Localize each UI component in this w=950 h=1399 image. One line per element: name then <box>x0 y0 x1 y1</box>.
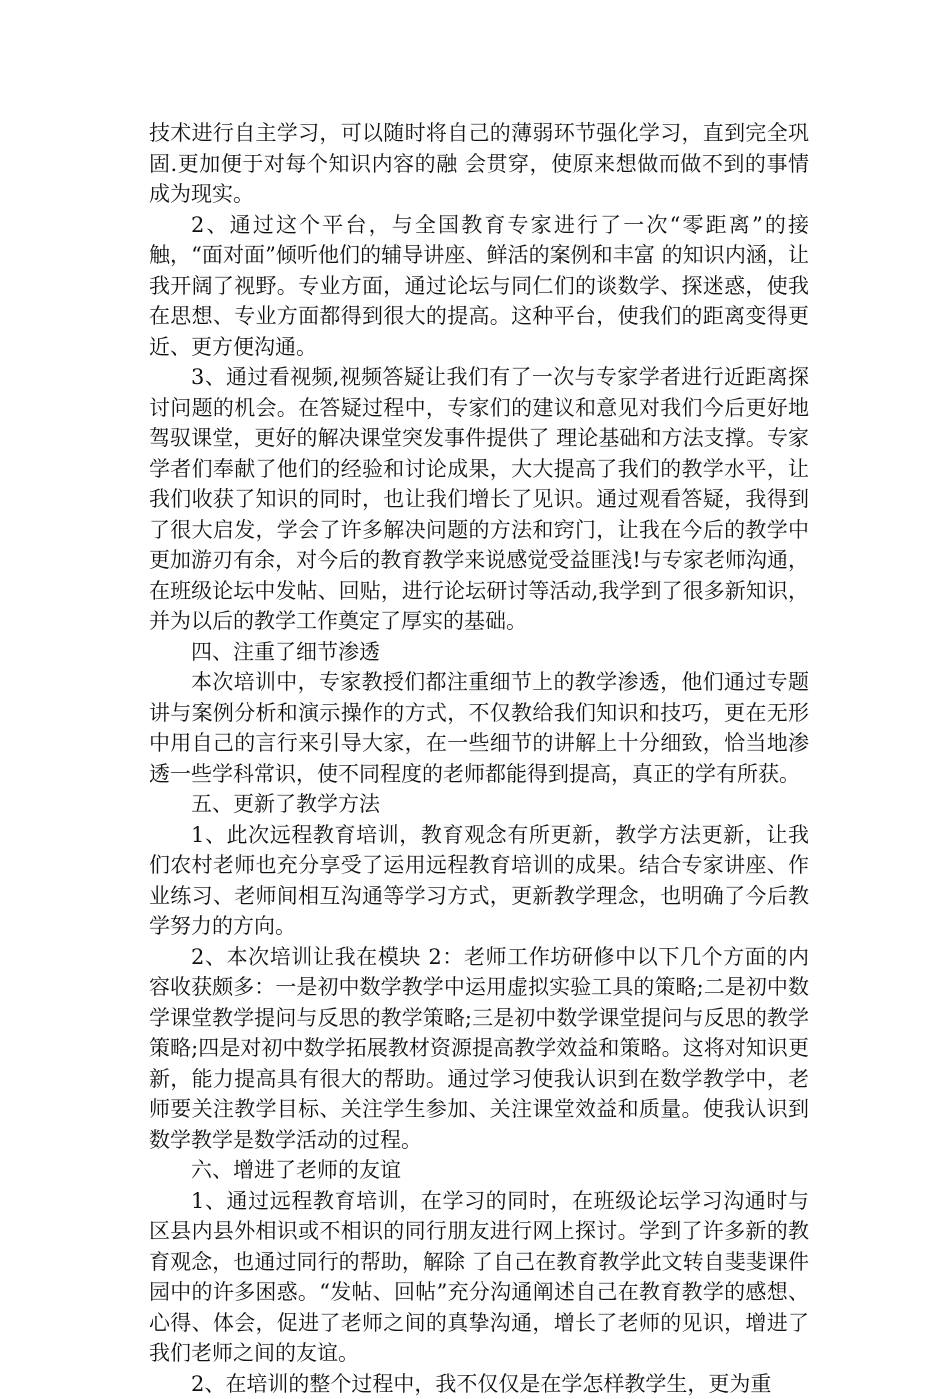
paragraph-methods-1: 1、此次远程教育培训，教育观念有所更新，教学方法更新，让我们农村老师也充分享受了运用远程教育培训的成果。结合专家讲座、作业练习、老师间相互沟通等学习方式，更新教学理念，也明确了今后教学努力的方向。 <box>149 820 809 942</box>
paragraph-video-qa: 3、通过看视频,视频答疑让我们有了一次与专家学者进行近距离探讨问题的机会。在答疑过程中，专家们的建议和意见对我们今后更好地驾驭课堂，更好的解决课堂突发事件提供了 理论基础和方法支撑。专家学者们奉献了他们的经验和讨论成果，大大提高了我们的教学水平，让我们收获了知识的同时，也让我们增长了见识。通过观看答疑，我得到了很大启发，学会了许多解决问题的方法和窍门，让我在今后的教学中更加游刃有余，对今后的教育教学来说感觉受益匪浅!与专家老师沟通，在班级论坛中发帖、回贴，进行论坛研讨等活动,我学到了很多新知识，并为以后的教学工作奠定了厚实的基础。 <box>149 362 809 637</box>
paragraph-continuation: 技术进行自主学习，可以随时将自己的薄弱环节强化学习，直到完全巩固.更加便于对每个知识内容的融 会贯穿，使原来想做而做不到的事情成为现实。 <box>149 118 809 210</box>
paragraph-friendship-1: 1、通过远程教育培训，在学习的同时，在班级论坛学习沟通时与区县内县外相识或不相识的同行朋友进行网上探讨。学到了许多新的教育观念，也通过同行的帮助，解除 了自己在教育教学此文转自斐斐课件园中的许多困惑。“发帖、回帖”充分沟通阐述自己在教育教学的感想、心得、体会，促进了老师之间的真挚沟通，增长了老师的见识，增进了我们老师之间的友谊。 <box>149 1186 809 1369</box>
section-heading-friendship: 六、增进了老师的友谊 <box>149 1155 809 1186</box>
paragraph-detail: 本次培训中，专家教授们都注重细节上的教学渗透，他们通过专题讲与案例分析和演示操作的方式，不仅教给我们知识和技巧，更在无形中用自己的言行来引导大家，在一些细节的讲解上十分细致，恰当地渗透一些学科常识，使不同程度的老师都能得到提高，真正的学有所获。 <box>149 667 809 789</box>
paragraph-methods-2: 2、本次培训让我在模块 2：老师工作坊研修中以下几个方面的内容收获颇多：一是初中数学教学中运用虚拟实验工具的策略;二是初中数学课堂教学提问与反思的教学策略;三是初中数学课堂提问与反思的教学策略;四是对初中数学拓展教材资源提高教学效益和策略。这将对知识更新，能力提高具有很大的帮助。通过学习使我认识到在数学教学中，老师要关注教学目标、关注学生参加、关注课堂效益和质量。使我认识到数学教学是数学活动的过程。 <box>149 942 809 1156</box>
document-body <box>149 118 809 1399</box>
section-heading-detail: 四、注重了细节渗透 <box>149 637 809 668</box>
paragraph-friendship-2: 2、在培训的整个过程中，我不仅仅是在学怎样教学生，更为重 <box>149 1369 809 1399</box>
paragraph-platform-communication: 2、通过这个平台，与全国教育专家进行了一次“零距离”的接触，“面对面”倾听他们的辅导讲座、鲜活的案例和丰富 的知识内涵，让我开阔了视野。专业方面，通过论坛与同仁们的谈数学、探迷惑，使我在思想、专业方面都得到很大的提高。这种平台，使我们的距离变得更近、更方便沟通。 <box>149 210 809 363</box>
section-heading-methods: 五、更新了教学方法 <box>149 789 809 820</box>
